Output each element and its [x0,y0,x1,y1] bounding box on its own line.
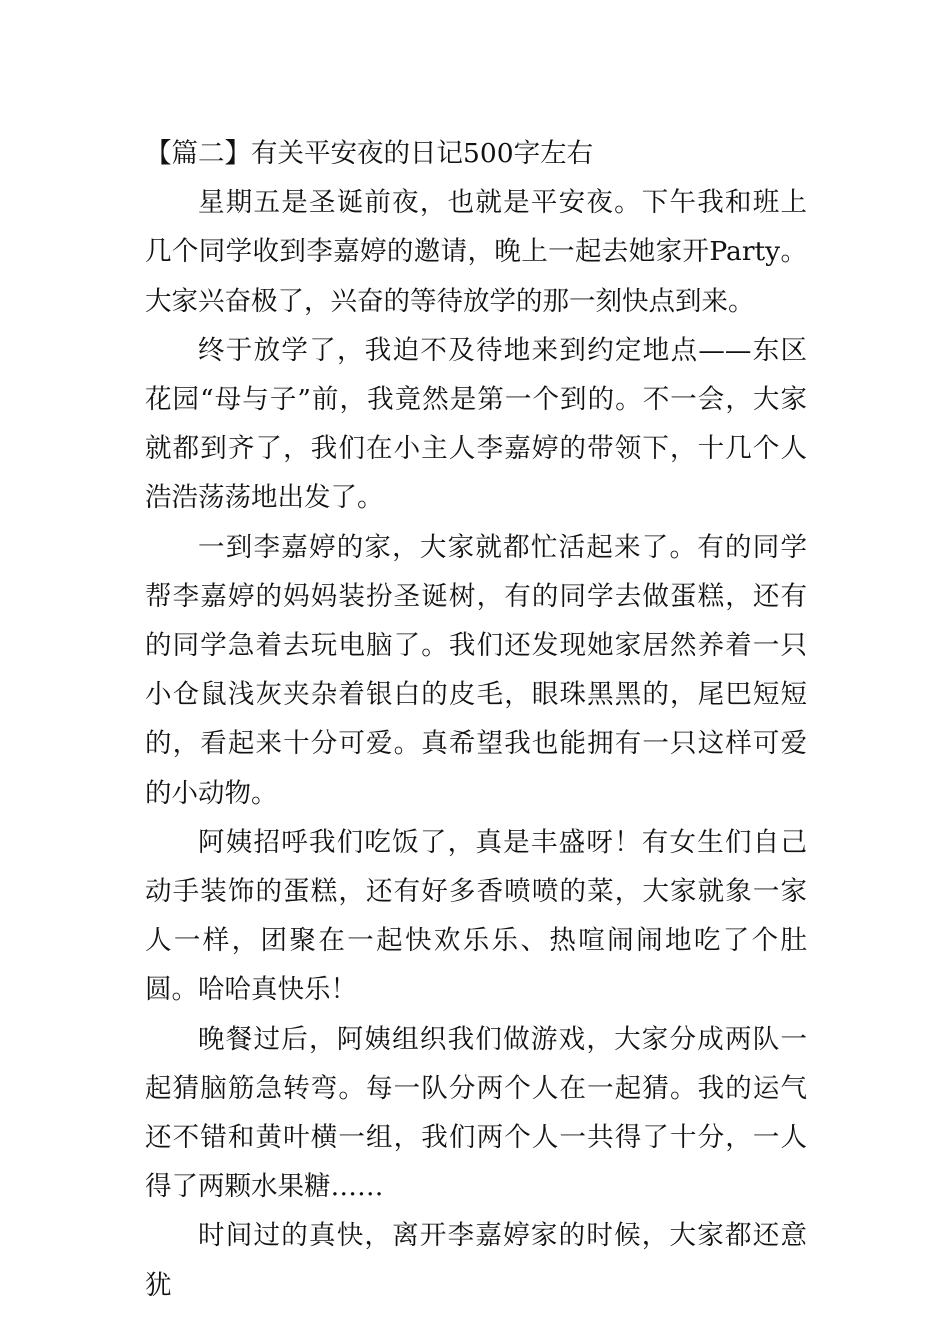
document-title: 【篇二】有关平安夜的日记500字左右 [145,138,594,169]
document-body [145,129,807,1310]
paragraph-leaving: 时间过的真快，离开李嘉婷家的时候，大家都还意犹 [145,1220,807,1301]
paragraph-arrival-at-home: 一到李嘉婷的家，大家就都忙活起来了。有的同学帮李嘉婷的妈妈装扮圣诞树，有的同学去做蛋糕，还有的同学急着去玩电脑了。我们还发现她家居然养着一只小仓鼠浅灰夹杂着银白的皮毛，眼珠黑黑的，尾巴短短的，看起来十分可爱。真希望我也能拥有一只这样可爱的小动物。 [145,531,807,809]
paragraph-meeting-point: 终于放学了，我迫不及待地来到约定地点——东区花园“母与子”前，我竟然是第一个到的。不一会，大家就都到齐了，我们在小主人李嘉婷的带领下，十几个人浩浩荡荡地出发了。 [145,334,807,514]
paragraph-christmas-eve-invitation: 星期五是圣诞前夜，也就是平安夜。下午我和班上几个同学收到李嘉婷的邀请，晚上一起去她家开Party。大家兴奋极了，兴奋的等待放学的那一刻快点到来。 [145,187,807,317]
paragraph-dinner: 阿姨招呼我们吃饭了，真是丰盛呀！有女生们自己动手装饰的蛋糕，还有好多香喷喷的菜，大家就象一家人一样，团聚在一起快欢乐乐、热喧闹闹地吃了个肚圆。哈哈真快乐！ [145,826,807,1006]
paragraph-games: 晚餐过后，阿姨组织我们做游戏，大家分成两队一起猜脑筋急转弯。每一队分两个人在一起猜。我的运气还不错和黄叶横一组，我们两个人一共得了十分，一人得了两颗水果糖…… [145,1023,807,1203]
